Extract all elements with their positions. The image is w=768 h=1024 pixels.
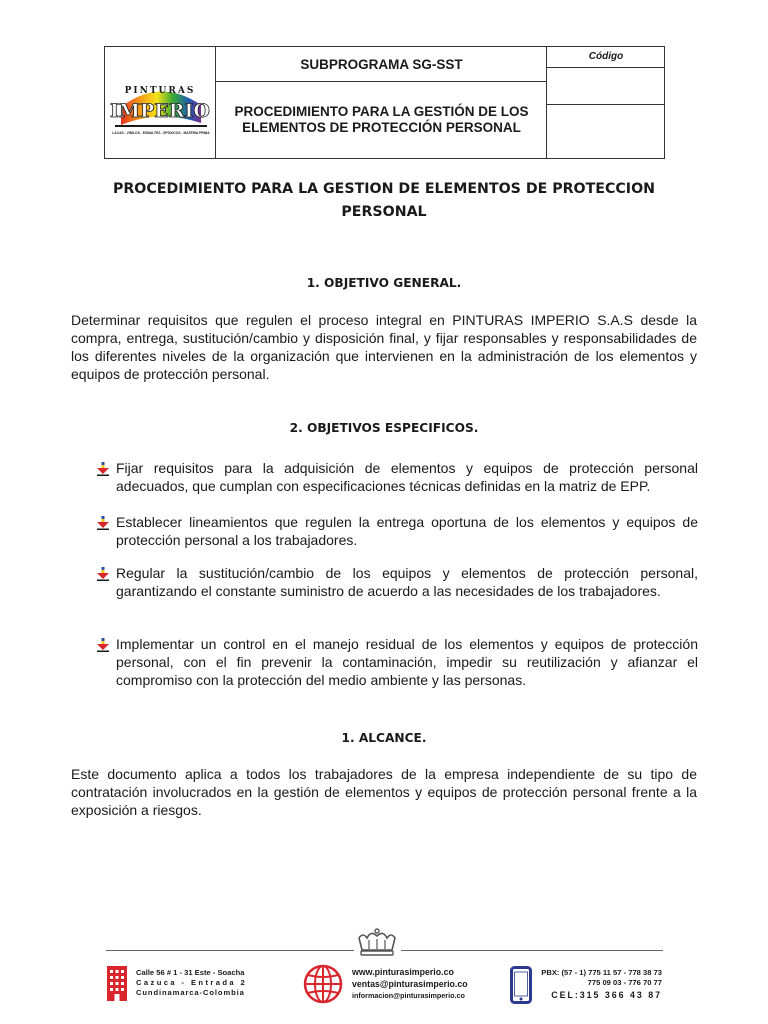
address-line: Cazuca - Entrada 2: [136, 978, 248, 988]
svg-text:LACAS - VINILOS - ESMALTES - E: LACAS - VINILOS - ESMALTES - EPÓXICOS - MATERIA PRIMA: [112, 131, 210, 135]
address-line: Cundinamarca-Colombia: [136, 988, 245, 998]
arrow-down-bullet-icon: [96, 567, 110, 581]
section-heading-scope: 1. ALCANCE.: [341, 731, 427, 745]
footer-rule: [106, 950, 354, 951]
document-header-table: [104, 46, 665, 159]
svg-text:PINTURAS: PINTURAS: [124, 86, 196, 96]
footer-pbx: [536, 968, 662, 987]
pbx-line: PBX: (57 - 1) 775 11 57 - 778 38 73: [541, 968, 662, 977]
company-logo: [105, 47, 215, 158]
section-heading-general-objective: 1. OBJETIVO GENERAL.: [306, 276, 462, 290]
code-label: Código: [588, 51, 624, 62]
address-line: Calle 56 # 1 - 31 Este - Soacha: [136, 968, 245, 977]
sales-email-link[interactable]: ventas@pinturasimperio.co: [352, 979, 468, 989]
arrow-down-bullet-icon: [96, 516, 110, 530]
specific-objective-text: Regular la sustitución/cambio de los equipos y elementos de protección personal, garantizando el constante suministro de acuerdo a las necesidades de los trabajadores.: [116, 565, 698, 599]
footer-cel: CEL:315 366 43 87: [551, 990, 662, 1000]
info-email-link[interactable]: informacion@pinturasimperio.co: [352, 991, 465, 1000]
general-objective-text: Determinar requisitos que regulen el proceso integral en PINTURAS IMPERIO S.A.S desde la compra, entrega, sustitución/cambio y disposición final, y fijar responsables y responsabilidades de los diferentes niveles de la organización que intervienen en la administración de los elementos y equipos de protección personal.: [71, 312, 697, 382]
specific-objective-text: Establecer lineamientos que regulen la entrega oportuna de los elementos y equipos de protección personal a los trabajadores.: [116, 514, 698, 548]
phone-icon: [510, 966, 532, 1004]
pbx-line: 775 09 03 - 776 70 77: [587, 977, 662, 987]
website-link[interactable]: www.pinturasimperio.co: [352, 967, 454, 977]
arrow-down-bullet-icon: [96, 462, 110, 476]
header-divider: [547, 104, 665, 105]
specific-objective-text: Fijar requisitos para la adquisición de elementos y equipos de protección personal adecuados, que cumplan con especificaciones técnicas definidas en la matriz de EPP.: [116, 460, 698, 494]
svg-text:IMPERIO: IMPERIO: [110, 100, 210, 122]
header-divider: [547, 67, 665, 68]
arrow-down-bullet-icon: [96, 638, 110, 652]
procedure-title: PROCEDIMIENTO PARA LA GESTIÓN DE LOS ELEMENTOS DE PROTECCIÓN PERSONAL: [234, 103, 529, 135]
crown-icon: [353, 926, 401, 958]
globe-icon: [303, 964, 343, 1004]
footer-web-contacts: [352, 966, 468, 1002]
section-heading-specific-objectives: 2. OBJETIVOS ESPECIFICOS.: [289, 421, 479, 435]
footer-rule: [401, 950, 663, 951]
document-title: PROCEDIMIENTO PARA LA GESTION DE ELEMENTOS DE PROTECCION PERSONAL: [112, 181, 656, 220]
building-icon: [106, 964, 128, 1002]
footer-address: [136, 968, 247, 999]
specific-objective-text: Implementar un control en el manejo residual de los elementos y equipos de protección personal, con el fin prevenir la contaminación, impedir su reutilización y afianzar el compromiso con la protección del medio ambiente y las personas.: [116, 636, 698, 688]
subprogram-title: SUBPROGRAMA SG-SST: [300, 56, 463, 72]
scope-text: Este documento aplica a todos los trabajadores de la empresa independiente de su tipo de contratación involucrados en la gestión de elementos y equipos de protección personal frente a la exposición a riesgos.: [71, 766, 697, 818]
